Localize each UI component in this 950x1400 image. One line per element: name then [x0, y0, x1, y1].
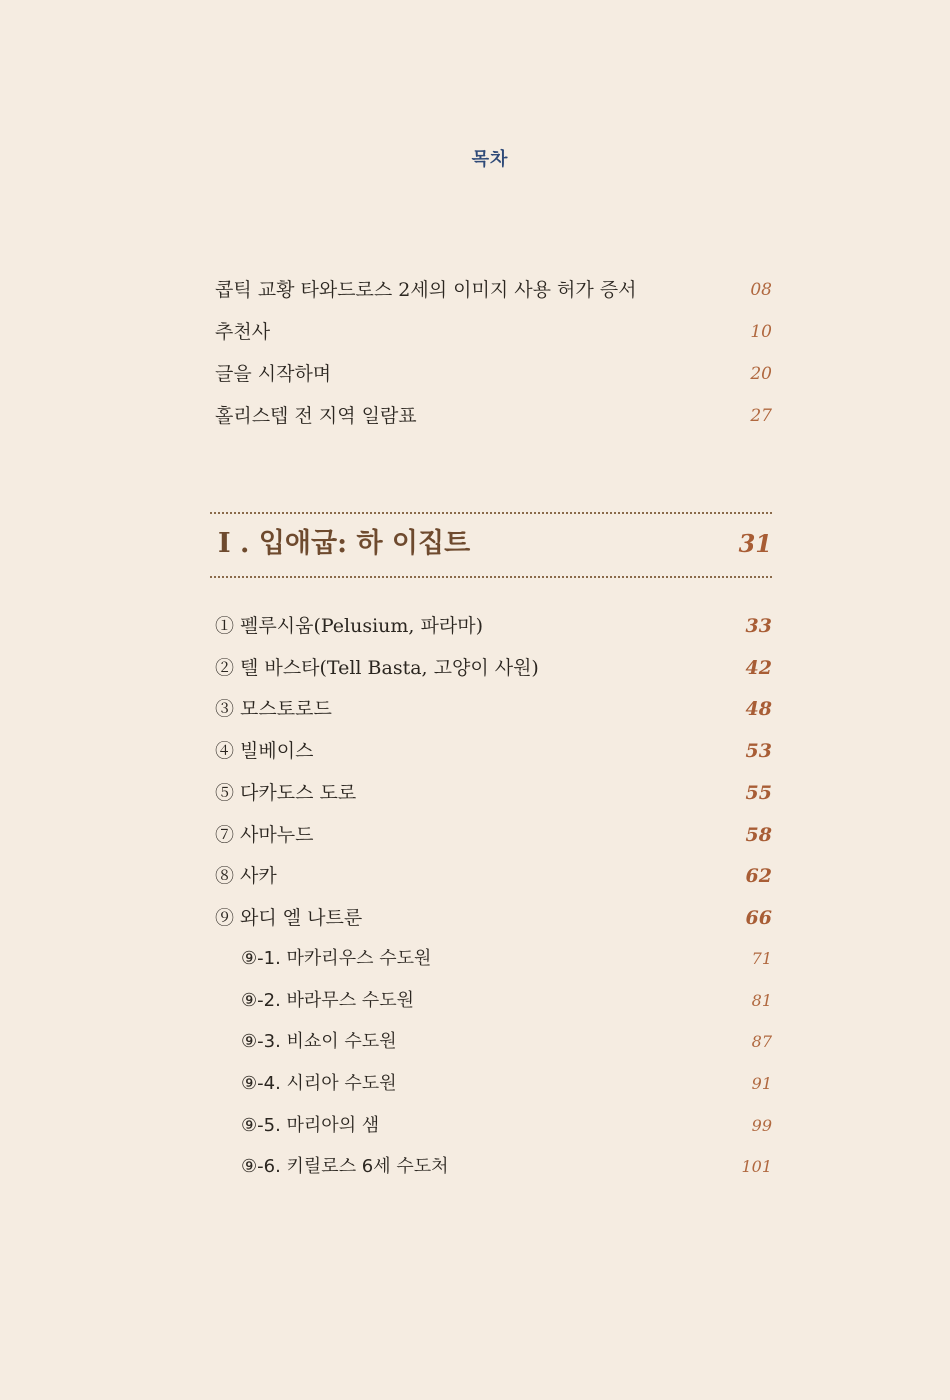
toc-entry-page: 53	[745, 740, 772, 762]
toc-subentry-label: ⑨-4. 시리아 수도원	[241, 1073, 397, 1094]
toc-entry-label: 콥틱 교황 타와드로스 2세의 이미지 사용 허가 증서	[215, 279, 637, 301]
toc-entry-label: 추천사	[215, 321, 271, 343]
toc-subentry[interactable]	[215, 1027, 772, 1057]
toc-entry-label: 홀리스텝 전 지역 일람표	[215, 405, 417, 427]
toc-subentry-page: 71	[751, 949, 772, 968]
toc-entry-page: 10	[750, 322, 772, 342]
toc-subentry-page: 101	[741, 1157, 772, 1176]
toc-entry-page: 62	[745, 865, 772, 887]
toc-entry-label: 글을 시작하며	[215, 363, 332, 385]
toc-subentry[interactable]	[215, 986, 772, 1016]
toc-entry-page: 33	[745, 615, 772, 637]
toc-subentry-label: ⑨-2. 바라무스 수도원	[241, 990, 414, 1011]
toc-entry[interactable]	[215, 861, 772, 891]
section-divider-top	[210, 512, 772, 514]
toc-entry[interactable]	[215, 359, 772, 389]
toc-subentry-label: ⑨-1. 마카리우스 수도원	[241, 948, 432, 969]
toc-entry[interactable]	[215, 903, 772, 933]
toc-entry[interactable]	[215, 317, 772, 347]
toc-subentry-page: 91	[751, 1074, 772, 1093]
toc-entry-page: 42	[745, 657, 772, 679]
toc-subentry[interactable]	[215, 1069, 772, 1099]
toc-subentry-page: 81	[751, 991, 772, 1010]
toc-entry-label: ⑨ 와디 엘 나트룬	[215, 907, 363, 929]
toc-entry[interactable]	[215, 401, 772, 431]
toc-subentry-label: ⑨-6. 키릴로스 6세 수도처	[241, 1156, 449, 1177]
toc-subentry-page: 99	[751, 1116, 772, 1135]
toc-entry-label: ① 펠루시움(Pelusium, 파라마)	[215, 615, 483, 637]
toc-entry[interactable]	[215, 736, 772, 766]
section-heading[interactable]	[218, 524, 772, 564]
toc-entry-page: 58	[745, 824, 772, 846]
section-divider-bottom	[210, 576, 772, 578]
toc-entry-page: 27	[750, 406, 772, 426]
toc-entry-label: ⑤ 다카도스 도로	[215, 782, 357, 804]
toc-entry[interactable]	[215, 820, 772, 850]
toc-subentry[interactable]	[215, 1152, 772, 1182]
toc-entry[interactable]	[215, 611, 772, 641]
toc-entry[interactable]	[215, 778, 772, 808]
toc-entry-label: ② 텔 바스타(Tell Basta, 고양이 사원)	[215, 657, 539, 679]
toc-entry-page: 55	[745, 782, 772, 804]
toc-entry-page: 20	[750, 364, 772, 384]
toc-entry-page: 66	[745, 907, 772, 929]
toc-entry-label: ⑦ 사마누드	[215, 824, 314, 846]
toc-entry-label: ⑧ 사카	[215, 865, 277, 887]
toc-subentry[interactable]	[215, 1111, 772, 1141]
page-title: 목차	[471, 149, 509, 170]
toc-entry-page: 48	[745, 698, 772, 720]
section-page: 31	[738, 529, 772, 558]
toc-entry-label: ④ 빌베이스	[215, 740, 314, 762]
toc-entry[interactable]	[215, 694, 772, 724]
section-title: I . 입애굽: 하 이집트	[218, 528, 471, 559]
toc-subentry[interactable]	[215, 944, 772, 974]
toc-entry-label: ③ 모스토로드	[215, 698, 332, 720]
toc-subentry-page: 87	[751, 1032, 772, 1051]
toc-entry-page: 08	[750, 280, 772, 300]
toc-entry[interactable]	[215, 653, 772, 683]
toc-entry[interactable]	[215, 275, 772, 305]
toc-subentry-label: ⑨-3. 비쇼이 수도원	[241, 1031, 397, 1052]
toc-subentry-label: ⑨-5. 마리아의 샘	[241, 1115, 380, 1136]
